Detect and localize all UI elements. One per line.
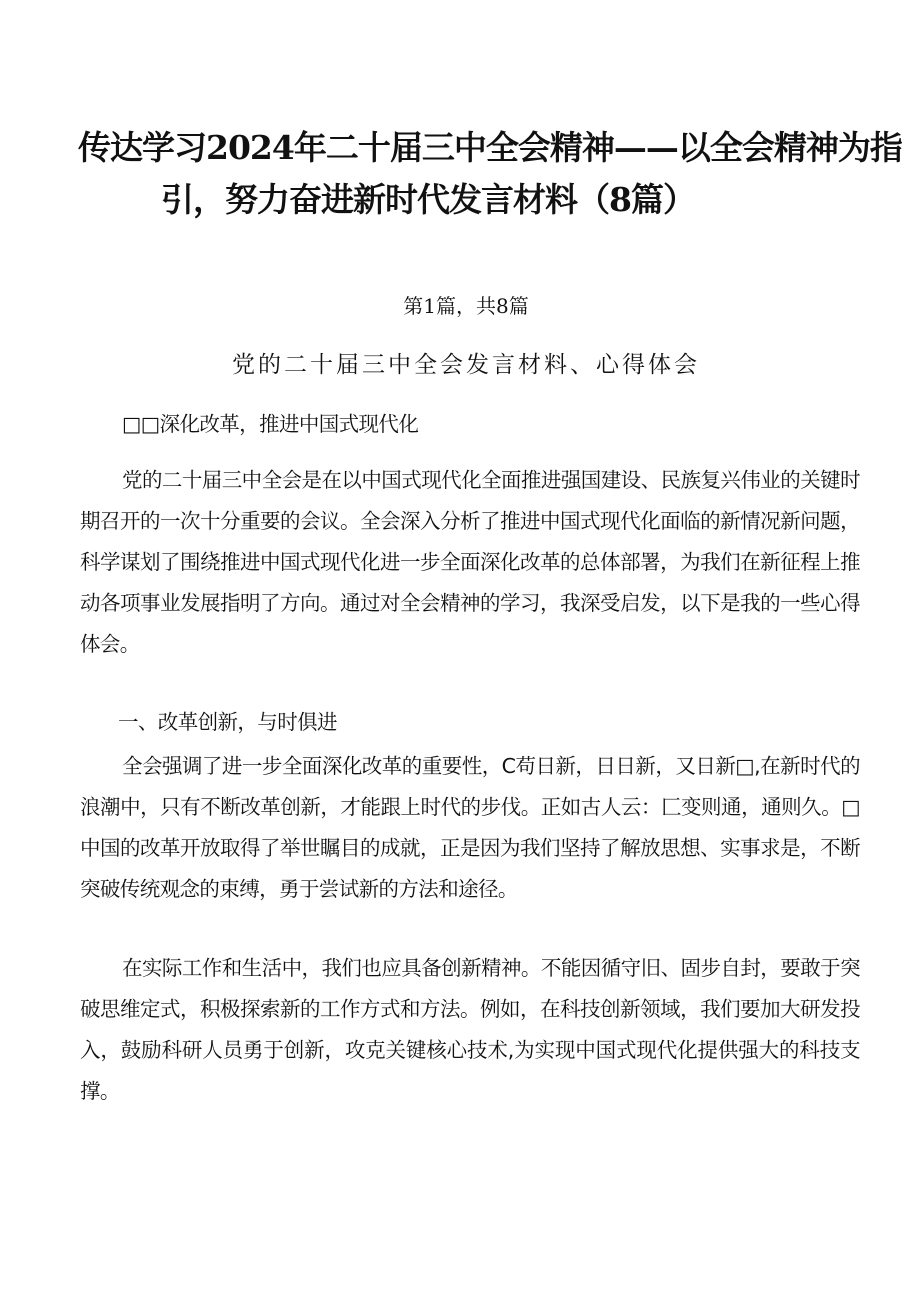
document-title bbox=[60, 122, 902, 226]
point1-paragraph-1: 全会强调了进一步全面深化改革的重要性，C苟日新，日日新，又日新□,在新时代的浪潮中，只有不断改革创新，才能跟上时代的步伐。正如古人云：匚变则通，通则久。□中国的改革开放取得了举世瞩目的成就，正是因为我们坚持了解放思想、实事求是，不断突破传统观念的束缚，勇于尝试新的方法和途径。 bbox=[80, 754, 860, 901]
section-heading-block bbox=[80, 404, 860, 445]
document-title-line-2: 引，努力奋进新时代发言材料（8篇） bbox=[161, 180, 695, 219]
intro-block bbox=[80, 460, 860, 665]
point1-paragraph-2: 在实际工作和生活中，我们也应具备创新精神。不能因循守旧、固步自封，要敢于突破思维定式，积极探索新的工作方式和方法。例如，在科技创新领域，我们要加大研发投入，鼓励科研人员勇于创新，攻克关键核心技术,为实现中国式现代化提供强大的科技支撑。 bbox=[80, 956, 860, 1103]
intro-paragraph: 党的二十届三中全会是在以中国式现代化全面推进强国建设、民族复兴伟业的关键时期召开的一次十分重要的会议。全会深入分析了推进中国式现代化面临的新情况新问题，科学谋划了围绕推进中国式现代化进一步全面深化改革的总体部署，为我们在新征程上推动各项事业发展指明了方向。通过对全会精神的学习，我深受启发，以下是我的一些心得体会。 bbox=[80, 468, 860, 656]
point1-heading: 一、改革创新，与时俱进 bbox=[118, 710, 337, 734]
point1-paragraph1-block bbox=[80, 730, 860, 910]
article-subtitle: 党的二十届三中全会发言材料、心得体会 bbox=[232, 352, 700, 378]
document-title-line-1: 传达学习2024年二十届三中全会精神——以全会精神为指 bbox=[78, 128, 902, 167]
section-heading: □□深化改革，推进中国式现代化 bbox=[122, 412, 419, 436]
part-counter: 第1篇，共8篇 bbox=[403, 294, 529, 318]
point1-paragraph2-block bbox=[80, 948, 860, 1112]
